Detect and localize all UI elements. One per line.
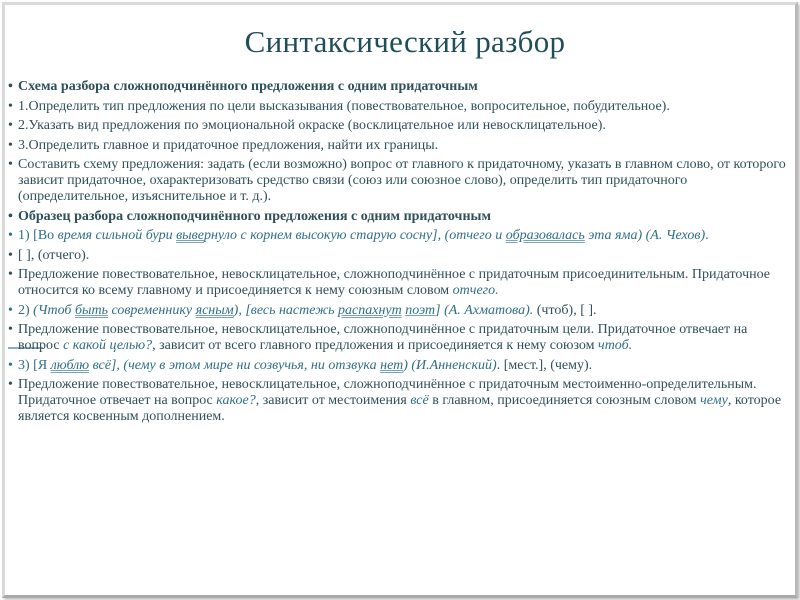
example-scheme: (чтоб), [ ]. bbox=[533, 302, 597, 318]
example-text: современнику bbox=[107, 302, 196, 318]
example-2-description bbox=[8, 322, 788, 354]
example-number: 3) bbox=[18, 357, 34, 373]
description-text: , которое является косвенным дополнением. bbox=[18, 393, 782, 424]
description-italic: отчего. bbox=[452, 283, 499, 298]
description-italic: с какой целью? bbox=[63, 338, 153, 353]
example-scheme: . [мест.], (чему). bbox=[496, 357, 593, 373]
description-text: Предложение повествовательное, невосклицательное, сложноподчинённое с придаточным присоединительным. Придаточное относится ко всему главному и присоединяется к нему союзным словом bbox=[18, 267, 770, 298]
description-text: , зависит от местоимения bbox=[255, 393, 411, 408]
section-heading-scheme: • Схема разбора сложноподчинённого предложения с одним придаточным bbox=[8, 79, 788, 95]
scheme-step-2: • 2.Указать вид предложения по эмоциональной окраске (восклицательное или невосклицательное). bbox=[8, 118, 788, 134]
description-text: Предложение повествовательное, невосклицательное, сложноподчинённое с придаточным местоименно-определительным. Придаточное отвечает на вопрос bbox=[18, 377, 757, 408]
description-italic: чему bbox=[700, 393, 728, 408]
example-text: [Я bbox=[33, 357, 51, 373]
example-3-sentence bbox=[8, 358, 788, 374]
example-2-sentence bbox=[8, 303, 788, 319]
predicate-word: быть bbox=[74, 302, 108, 318]
predicate-word: нет bbox=[380, 357, 404, 373]
description-italic: чтоб. bbox=[598, 338, 633, 353]
scheme-step-1: • 1.Определить тип предложения по цели высказывания (повествовательное, вопросительное, побудительное). bbox=[8, 99, 788, 115]
example-text: . bbox=[705, 228, 709, 243]
description-italic: какое? bbox=[216, 393, 256, 408]
description-text: Предложение повествовательное, невосклицательное, сложноподчинённое с придаточным цели. Придаточное отвечает на вопрос bbox=[18, 322, 748, 353]
predicate-word: выве bbox=[176, 228, 204, 243]
description-italic: всё bbox=[410, 393, 429, 408]
description-text: в главном, присоединяется союзным словом bbox=[428, 393, 701, 408]
predicate-word: образовалась bbox=[505, 228, 585, 243]
slide-content bbox=[8, 79, 788, 429]
example-text: ] (А. Ахматова). bbox=[435, 302, 534, 318]
example-3-description bbox=[8, 377, 788, 425]
example-text: (Чтоб bbox=[33, 302, 75, 318]
page-title: Синтаксический разбор bbox=[244, 24, 566, 59]
example-text: время сильной бури bbox=[57, 228, 177, 243]
description-text: , зависит от всего главного предложения и присоединяется к нему союзом bbox=[152, 338, 599, 353]
example-1-scheme: • [ ], (отчего). bbox=[8, 248, 788, 264]
example-1-sentence bbox=[8, 228, 788, 244]
predicate-word: ясным bbox=[195, 302, 234, 318]
example-text: ], (чему в этом мире ни созвучья, ни отзвука bbox=[110, 357, 381, 373]
example-number: 1) bbox=[18, 228, 34, 243]
example-text: всё bbox=[92, 357, 111, 373]
subject-word: поэт bbox=[405, 302, 436, 318]
scheme-step-4: • Составить схему предложения: задать (если возможно) вопрос от главного к придаточному, указать в главном слово, от которого зависит придаточное, охарактеризовать средство связи (союз или союзное слово), определить тип придаточного (определительное, изъяснительное и т. д.). bbox=[8, 157, 788, 205]
predicate-word: люблю bbox=[50, 357, 90, 373]
example-text: рнуло с корнем высокую старую сосну], (отчего и bbox=[203, 228, 506, 243]
scheme-step-3: • 3.Определить главное и придаточное предложения, найти их границы. bbox=[8, 138, 788, 154]
example-number: 2) bbox=[18, 302, 34, 318]
example-text: ) (И.Анненский) bbox=[403, 357, 497, 373]
section-heading-example: • Образец разбора сложноподчинённого предложения с одним придаточным bbox=[8, 209, 788, 225]
example-text: [Во bbox=[33, 228, 58, 243]
example-text: эта яма) (А. Чехов) bbox=[584, 228, 706, 243]
example-1-description bbox=[8, 267, 788, 299]
example-text: ), [весь настежь bbox=[233, 302, 339, 318]
predicate-word: распахнут bbox=[338, 302, 402, 318]
